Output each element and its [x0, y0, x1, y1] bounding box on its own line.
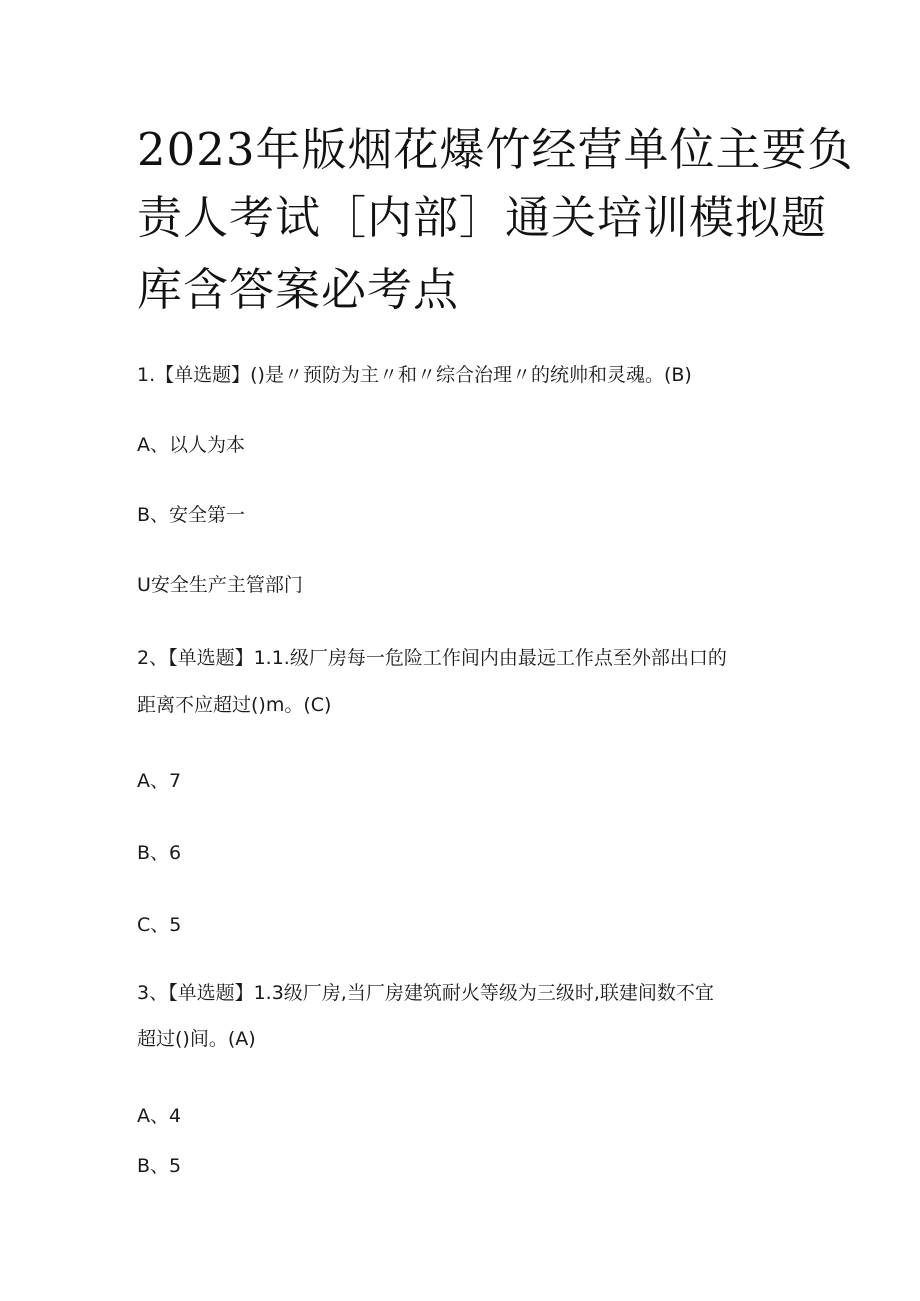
question-3-stem-line-2: 超过()间。(A) [137, 1028, 256, 1050]
question-3-stem-line-1: 3、【单选题】1.3级厂房,当厂房建筑耐火等级为三级时,联建间数不宜 [137, 982, 714, 1004]
question-3-option-a: A、4 [137, 1105, 182, 1127]
document-title-line-2: 责人考试［内部］通关培训模拟题 [137, 191, 828, 244]
document-title-line-3: 库含答案必考点 [137, 263, 460, 316]
question-1-option-b: B、安全第一 [137, 504, 246, 526]
question-1-option-a: A、以人为本 [137, 434, 245, 456]
question-1-stem: 1.【单选题】()是〃预防为主〃和〃综合治理〃的统帅和灵魂。(B) [137, 364, 692, 386]
question-3-option-b: B、5 [137, 1155, 182, 1177]
question-2-option-a: A、7 [137, 770, 182, 792]
question-2-option-c: C、5 [137, 914, 182, 936]
question-1-option-c: U安全生产主管部门 [137, 574, 303, 596]
question-2-stem-line-1: 2、【单选题】1.1.级厂房每一危险工作间内由最远工作点至外部出口的 [137, 647, 727, 669]
document-title-line-1: 2023年版烟花爆竹经营单位主要负 [137, 123, 854, 176]
question-2-stem-line-2: 距离不应超过()m。(C) [137, 694, 332, 716]
question-2-option-b: B、6 [137, 842, 182, 864]
